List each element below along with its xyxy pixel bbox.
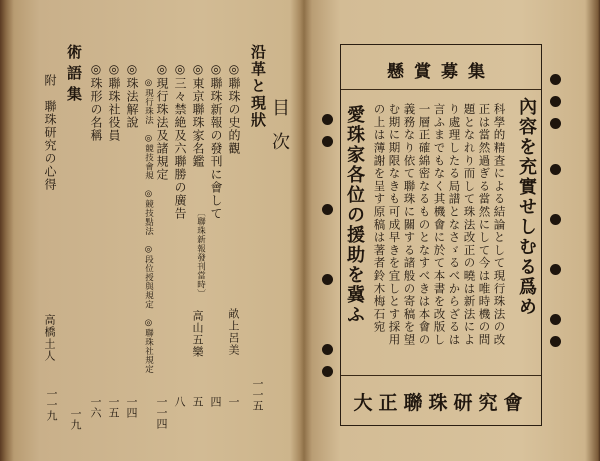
- ad-page: [318, 14, 588, 450]
- ad-body-line: 一層正確綿密なるものとなすべきは本會の: [417, 103, 432, 347]
- ad-body-line: の上は薄謝を呈す原稿は著者鈴木梅石宛: [372, 103, 387, 334]
- toc-page-number: 一九: [69, 408, 82, 430]
- toc-entry-title: ◎三々禁絶及六聯勝の廣告: [173, 62, 187, 220]
- bullet-dot-icon: [550, 336, 561, 347]
- ad-headline: 內容を充實せしむる爲め: [516, 97, 537, 317]
- toc-page-number: 一一五: [251, 378, 264, 411]
- toc-entry-author: 高橋土人: [43, 314, 56, 362]
- toc-entry-title: ◎珠形の名稱: [89, 62, 103, 142]
- ad-frame: [340, 44, 542, 426]
- ad-body-line: 義務なり依て聯珠に關する諸般の寄稿を望: [402, 103, 417, 347]
- toc-entry-title: ◎東京聯珠家名鑑: [191, 62, 205, 168]
- toc-entry-note: 〔聯珠新報發刊當時〕: [195, 208, 206, 298]
- ad-body-line: む期に期限なきも可成早きを宜しとす採用: [387, 103, 402, 347]
- bullet-dot-icon: [550, 264, 561, 275]
- toc-page-number: 一一四: [155, 396, 168, 429]
- bullet-dot-icon: [550, 314, 561, 325]
- bullet-dot-icon: [550, 118, 561, 129]
- toc-page-number: 一五: [107, 396, 120, 418]
- ad-publisher: 大正聯珠研究會: [353, 392, 529, 414]
- toc-page-number: 五: [191, 396, 204, 407]
- ad-body-line: 正は當然過ぎる當然にして今は唯時機の問: [477, 103, 492, 347]
- bullet-dot-icon: [550, 164, 561, 175]
- toc-appendix-title: 附 聯珠研究の心得: [43, 74, 57, 191]
- toc-entry-author: 高山五樂: [191, 310, 204, 358]
- ad-divider: [341, 89, 541, 90]
- toc-entry-title: ◎聯珠新報の發刊に會して: [209, 62, 223, 220]
- toc-page-number: 一四: [125, 396, 138, 418]
- bullet-dot-icon: [322, 344, 333, 355]
- toc-entry-title: ◎現行珠法及諸規定: [155, 62, 169, 181]
- toc-entry-title: ◎聯珠社役員: [107, 62, 121, 142]
- bullet-dot-icon: [550, 96, 561, 107]
- toc-entry-title: ◎珠法解說: [125, 62, 139, 129]
- bullet-dot-icon: [550, 74, 561, 85]
- toc-page-number: 一: [227, 396, 240, 407]
- ad-divider: [341, 375, 541, 376]
- bullet-dot-icon: [322, 274, 333, 285]
- toc-entry-title: ◎聯珠の史的觀: [227, 62, 241, 155]
- toc-page-number: 一六: [89, 396, 102, 418]
- toc-page-number: 一一九: [45, 388, 58, 421]
- ad-body-line: 言ふまでもなく其機會に於て本書を改版し: [432, 103, 447, 347]
- toc-section-title: 沿革と現狀: [249, 44, 267, 129]
- toc-entry-sublist: ◎現行珠法 ◎競技會規 ◎競技點法 ◎段位授與規定 ◎聯珠社規定: [143, 78, 154, 374]
- bullet-dot-icon: [550, 214, 561, 225]
- ad-title: 懸賞募集: [387, 62, 495, 82]
- bullet-dot-icon: [322, 204, 333, 215]
- toc-page: [22, 18, 300, 448]
- ad-headline: 愛珠家各位の援助を冀ふ: [344, 105, 365, 325]
- toc-section-title: 術語集: [65, 44, 83, 107]
- ad-body-line: 題となれり而して珠法改正の曉は新法によ: [462, 103, 477, 347]
- bullet-dot-icon: [322, 136, 333, 147]
- toc-page-number: 八: [173, 396, 186, 407]
- bullet-dot-icon: [322, 366, 333, 377]
- toc-page-number: 四: [209, 396, 222, 407]
- toc-heading: 目次: [269, 98, 290, 166]
- toc-entry-author: 畝上呂美: [227, 308, 240, 356]
- bullet-dot-icon: [322, 114, 333, 125]
- ad-body-line: 科學的精査による結論として現行珠法の改: [492, 103, 507, 347]
- ad-body-line: り處理したる局譜となさゞるべからざるは: [447, 103, 462, 347]
